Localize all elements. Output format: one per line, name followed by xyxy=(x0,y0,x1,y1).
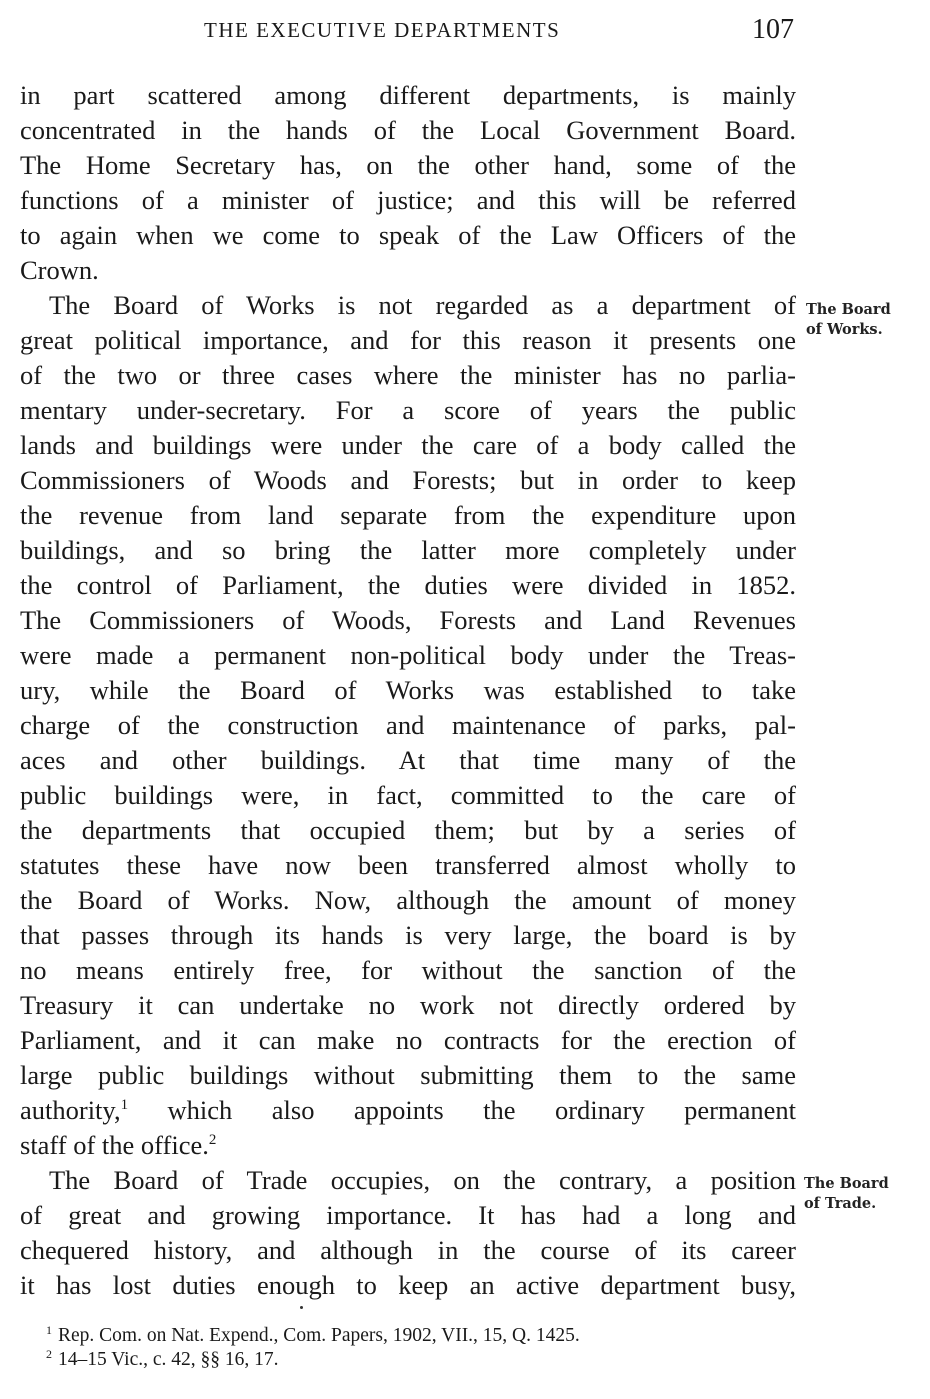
footnote-text: 14–15 Vic., c. 42, §§ 16, 17. xyxy=(58,1349,279,1370)
text-line: lands and buildings were under the care of a body called the xyxy=(20,430,796,460)
text-line: the Board of Works. Now, although the amount of money xyxy=(20,885,796,915)
sidenote-line: of Works. xyxy=(806,321,883,338)
text-line: The Board of Works is not regarded as a department of xyxy=(49,290,796,320)
text-line: of great and growing importance. It has had a long and xyxy=(20,1200,796,1230)
text-line: in part scattered among different departments, is mainly xyxy=(20,80,796,110)
text-line: The Board of Trade occupies, on the contrary, a position xyxy=(49,1165,796,1195)
text-line: it has lost duties enough to keep an active department busy, xyxy=(20,1270,796,1300)
text-line: aces and other buildings. At that time many of the xyxy=(20,745,796,775)
text-line: the revenue from land separate from the expenditure upon xyxy=(20,500,796,530)
text-line: ury, while the Board of Works was established to take xyxy=(20,675,796,705)
footnote-2 xyxy=(46,1348,806,1372)
text-line: no means entirely free, for without the sanction of the xyxy=(20,955,796,985)
footnote-mark: 2 xyxy=(46,1347,52,1361)
footnote-1 xyxy=(46,1324,806,1348)
text-line: concentrated in the hands of the Local Government Board. xyxy=(20,115,796,145)
text-line: large public buildings without submitting them to the same xyxy=(20,1060,796,1090)
text-line: Crown. xyxy=(20,255,99,285)
sidenote-line: The Board xyxy=(804,1175,889,1192)
text-line: Commissioners of Woods and Forests; but in order to keep xyxy=(20,465,796,495)
text-line: charge of the construction and maintenance of parks, pal- xyxy=(20,710,796,740)
text-line: The Home Secretary has, on the other hand, some of the xyxy=(20,150,796,180)
text-line: that passes through its hands is very large, the board is by xyxy=(20,920,796,950)
text-line: Treasury it can undertake no work not directly ordered by xyxy=(20,990,796,1020)
text-line: The Commissioners of Woods, Forests and Land Revenues xyxy=(20,605,796,635)
text-line: great political importance, and for this reason it presents one xyxy=(20,325,796,355)
sidenote-board-of-works xyxy=(806,300,891,340)
footnotes xyxy=(46,1324,806,1372)
text-line: mentary under-secretary. For a score of years the public xyxy=(20,395,796,425)
body-text xyxy=(20,78,796,1303)
text-line: were made a permanent non-political body under the Treas- xyxy=(20,640,796,670)
page-header xyxy=(0,14,930,46)
sidenote-line: of Trade. xyxy=(804,1195,877,1212)
text-segment: staff of the office. xyxy=(20,1130,209,1160)
footnote-ref-2: 2 xyxy=(208,1132,217,1148)
text-line: of the two or three cases where the minister has no parlia- xyxy=(20,360,796,390)
text-line: functions of a minister of justice; and this will be referred xyxy=(20,185,796,215)
footnote-mark: 1 xyxy=(46,1323,52,1337)
text-line: Parliament, and it can make no contracts for the erection of xyxy=(20,1025,796,1055)
sidenote-line: The Board xyxy=(806,301,891,318)
text-line: the control of Parliament, the duties were divided in 1852. xyxy=(20,570,796,600)
text-line: statutes these have now been transferred almost wholly to xyxy=(20,850,796,880)
sidenote-board-of-trade xyxy=(804,1174,889,1214)
footnote-text: Rep. Com. on Nat. Expend., Com. Papers, 1902, VII., 15, Q. 1425. xyxy=(58,1325,580,1346)
text-line: to again when we come to speak of the Law Officers of the xyxy=(20,220,796,250)
text-line: buildings, and so bring the latter more completely under xyxy=(20,535,796,565)
text-segment: authority, xyxy=(20,1095,121,1125)
footnote-ref-1: 1 xyxy=(120,1097,129,1113)
print-speck xyxy=(300,1306,303,1309)
page-number: 107 xyxy=(752,14,794,45)
text-line xyxy=(20,1093,796,1128)
text-segment: which also appoints the ordinary permanent xyxy=(167,1095,796,1125)
text-line: chequered history, and although in the course of its career xyxy=(20,1235,796,1265)
text-line: public buildings were, in fact, committed to the care of xyxy=(20,780,796,810)
running-title: THE EXECUTIVE DEPARTMENTS xyxy=(204,18,561,42)
text-line xyxy=(20,1128,796,1163)
text-line: the departments that occupied them; but by a series of xyxy=(20,815,796,845)
